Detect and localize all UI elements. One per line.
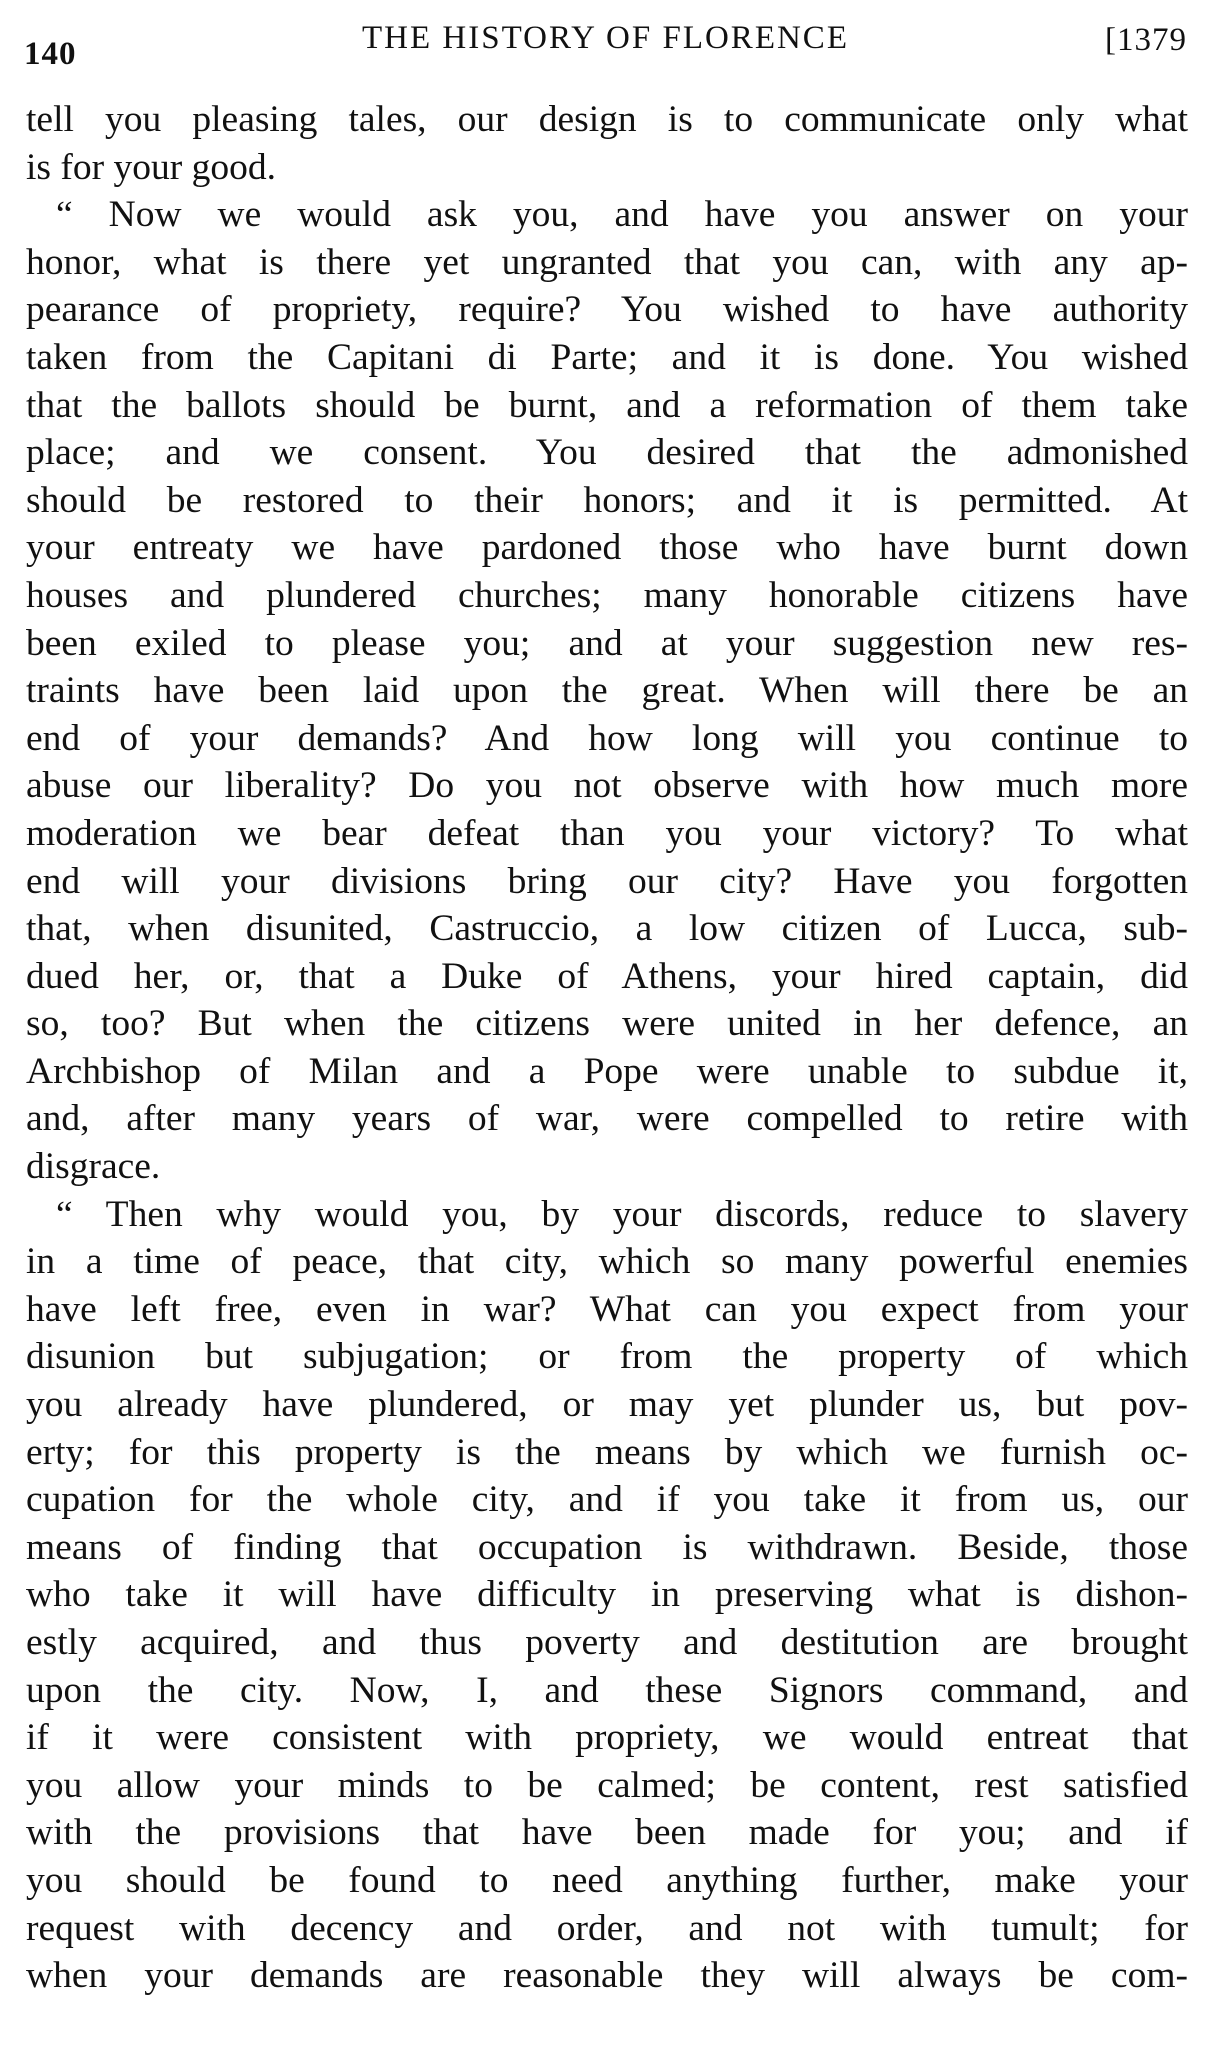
text-line: been exiled to please you; and at your suggestion new res- — [26, 622, 1188, 664]
text-line: erty; for this property is the means by which we furnish oc- — [26, 1431, 1188, 1473]
text-line: cupation for the whole city, and if you take it from us, our — [26, 1479, 1188, 1521]
text-line: and, after many years of war, were compelled to retire with — [26, 1098, 1188, 1140]
text-line: disunion but subjugation; or from the property of which — [26, 1336, 1188, 1378]
text-line: end of your demands? And how long will you continue to — [26, 717, 1188, 759]
text-line: so, too? But when the citizens were united in her defence, an — [26, 1003, 1188, 1045]
text-line: tell you pleasing tales, our design is to communicate only what — [26, 99, 1188, 140]
text-line: if it were consistent with propriety, we would entreat that — [26, 1717, 1188, 1759]
running-head — [24, 14, 1187, 72]
body-text — [26, 96, 1188, 2000]
text-line: disgrace. — [26, 1146, 161, 1188]
text-line: you allow your minds to be calmed; be content, rest satisfied — [26, 1764, 1188, 1806]
text-line: Archbishop of Milan and a Pope were unable to subdue it, — [26, 1050, 1188, 1092]
text-line: place; and we consent. You desired that the admonished — [26, 432, 1188, 474]
text-line: moderation we bear defeat than you your victory? To what — [26, 812, 1188, 854]
text-line: you already have plundered, or may yet plunder us, but pov- — [26, 1384, 1188, 1426]
text-line: traints have been laid upon the great. When will there be an — [26, 670, 1188, 712]
text-line: when your demands are reasonable they will always be com- — [26, 1955, 1188, 1997]
text-line: your entreaty we have pardoned those who have burnt down — [26, 527, 1188, 569]
text-line: is for your good. — [26, 146, 276, 188]
year-marker: [1379 — [1105, 22, 1187, 58]
text-line: end will your divisions bring our city? Have you forgotten — [26, 860, 1188, 902]
text-line: pearance of propriety, require? You wished to have authority — [26, 289, 1188, 331]
text-line: honor, what is there yet ungranted that you can, with any ap- — [26, 241, 1188, 283]
book-title: THE HISTORY OF FLORENCE — [362, 20, 849, 56]
text-line: “ Then why would you, by your discords, reduce to slavery — [56, 1193, 1188, 1235]
text-line: dued her, or, that a Duke of Athens, your hired captain, did — [26, 955, 1188, 997]
text-line: “ Now we would ask you, and have you answer on your — [56, 194, 1188, 236]
text-line: in a time of peace, that city, which so many powerful enemies — [26, 1241, 1188, 1283]
text-line: abuse our liberality? Do you not observe with how much more — [26, 765, 1188, 807]
text-line: have left free, even in war? What can you expect from your — [26, 1288, 1188, 1330]
text-line: that the ballots should be burnt, and a reformation of them take — [26, 384, 1188, 426]
text-line: means of finding that occupation is withdrawn. Beside, those — [26, 1526, 1188, 1568]
text-line: estly acquired, and thus poverty and destitution are brought — [26, 1622, 1188, 1663]
text-line: that, when disunited, Castruccio, a low citizen of Lucca, sub- — [26, 908, 1188, 950]
text-line: taken from the Capitani di Parte; and it is done. You wished — [26, 336, 1188, 378]
text-line: you should be found to need anything further, make your — [26, 1859, 1188, 1901]
text-line: with the provisions that have been made for you; and if — [26, 1812, 1188, 1854]
text-line: upon the city. Now, I, and these Signors command, and — [26, 1669, 1188, 1711]
text-line: request with decency and order, and not with tumult; for — [26, 1907, 1188, 1949]
text-line: houses and plundered churches; many honorable citizens have — [26, 574, 1188, 616]
page-number: 140 — [24, 36, 77, 72]
text-line: who take it will have difficulty in preserving what is dishon- — [26, 1574, 1188, 1616]
text-line: should be restored to their honors; and it is permitted. At — [26, 479, 1188, 521]
